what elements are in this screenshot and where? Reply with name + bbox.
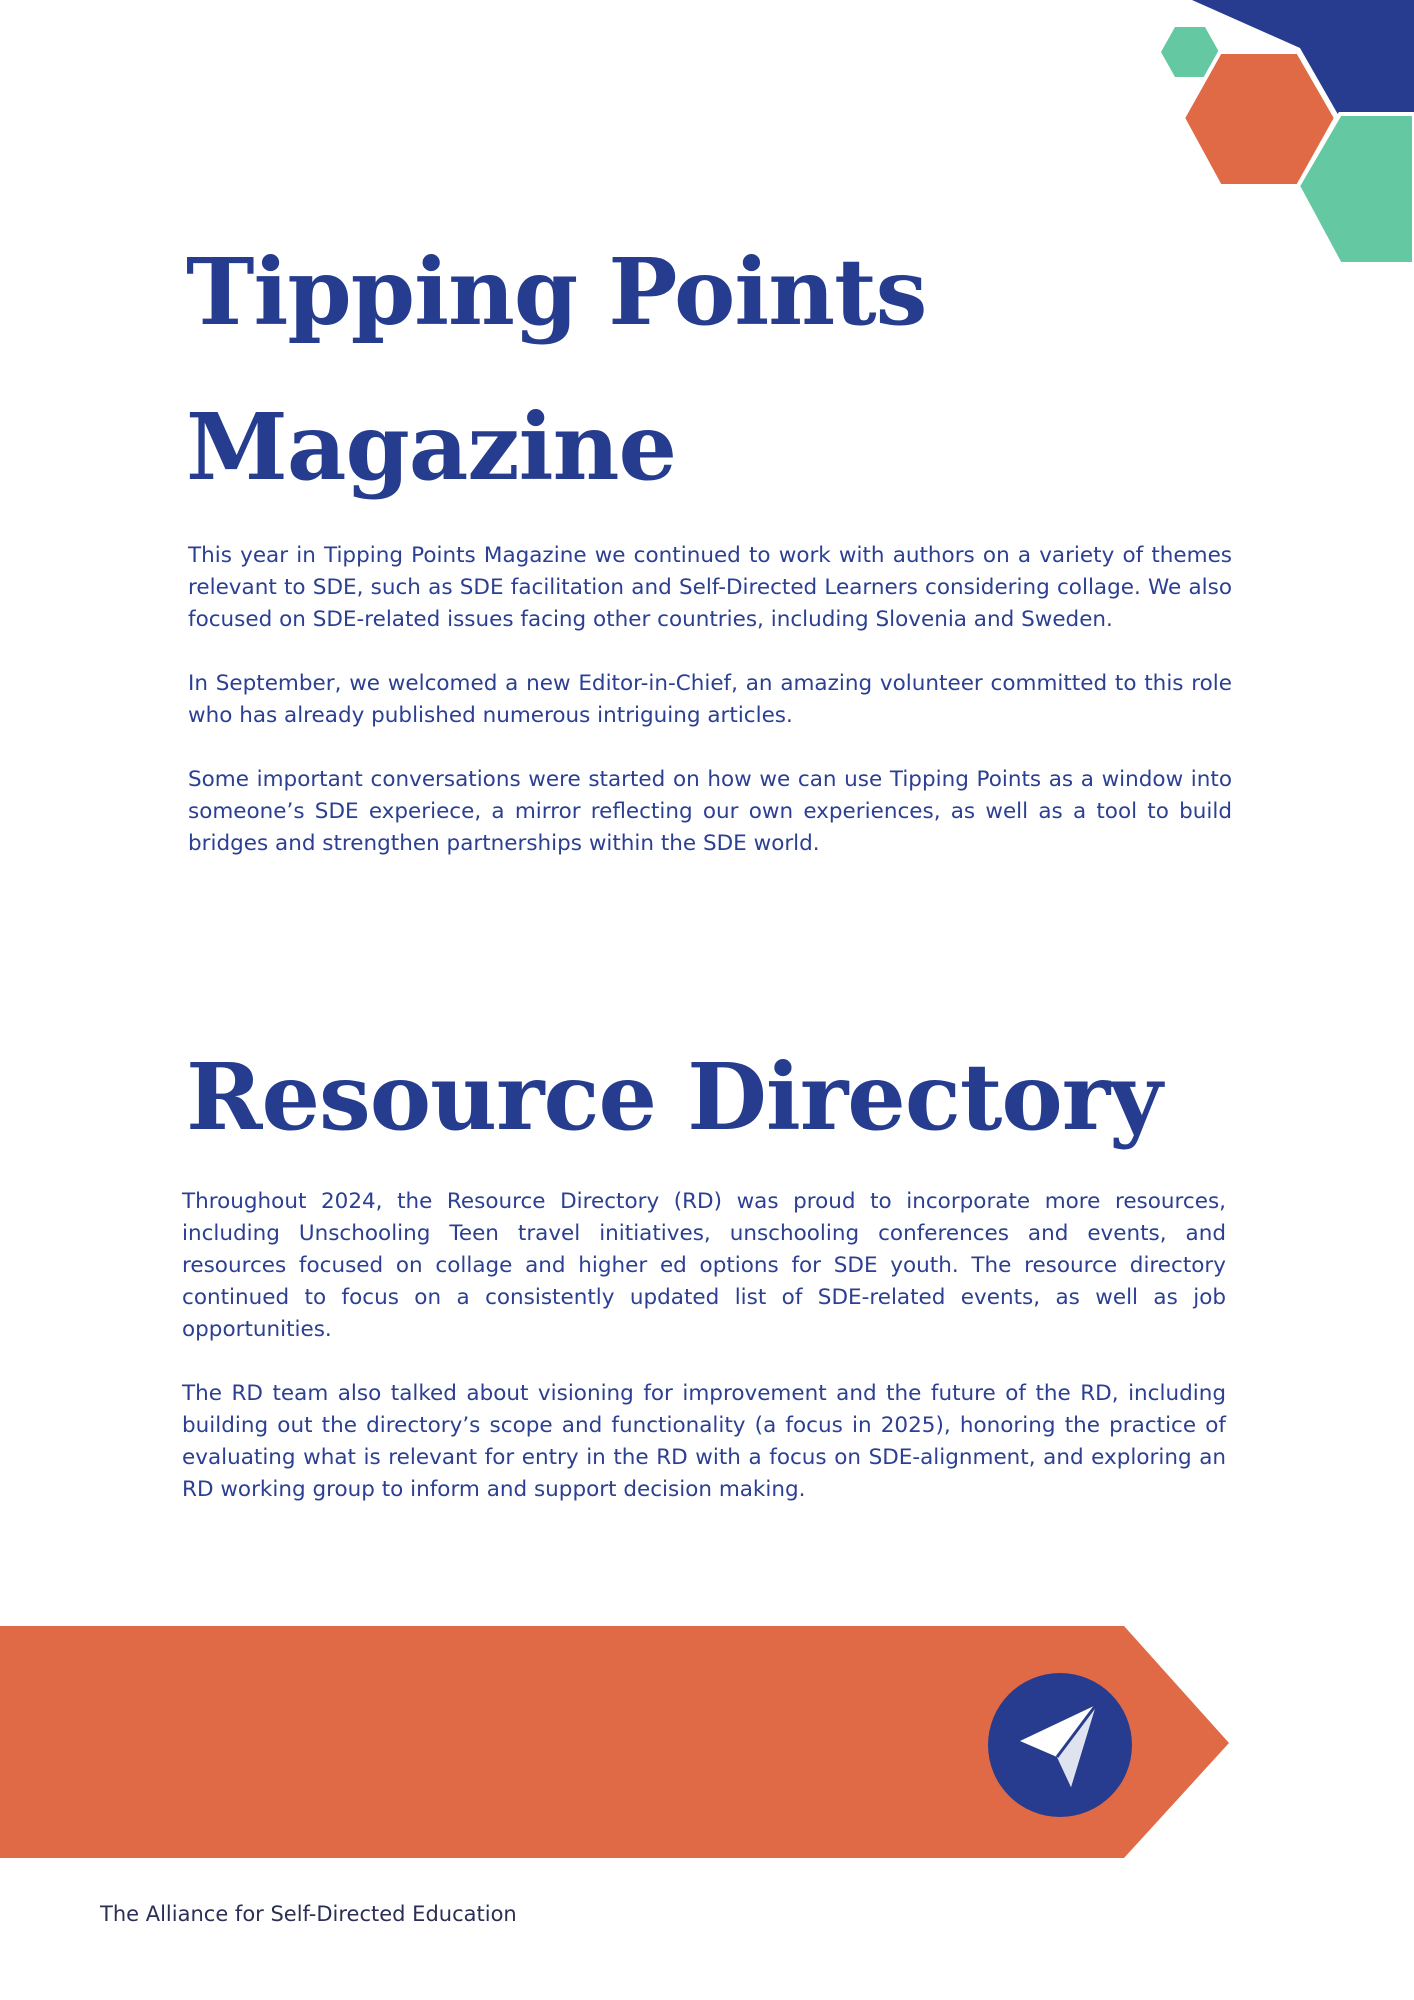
tipping-points-body	[188, 540, 1232, 892]
tipping-points-heading: Tipping Points Magazine	[186, 238, 927, 501]
paragraph: The RD team also talked about visioning for improvement and the future of the RD, including building out the directory’s scope and functionality (a focus in 2025), honoring the practice of evaluating what is relevant for entry in the RD with a focus on SDE-alignment, and exploring an RD working group to inform and support decision making.	[182, 1381, 1226, 1502]
navy-corner-shape	[1192, 0, 1414, 118]
orange-arrow-banner	[0, 1626, 1229, 1858]
paragraph: Some important conversations were started on how we can use Tipping Points as a window into someone’s SDE experiece, a mirror reflecting our own experiences, as well as a tool to build bridges and strengthen partnerships within the SDE world.	[188, 767, 1232, 856]
orange-hexagon	[1183, 52, 1336, 186]
resource-directory-body	[182, 1186, 1226, 1538]
paragraph: Throughout 2024, the Resource Directory (RD) was proud to incorporate more resources, including Unschooling Teen travel initiatives, unschooling conferences and events, and resources focused on collage and higher ed options for SDE youth. The resource directory continued to focus on a consistently updated list of SDE-related events, as well as job opportunities.	[182, 1189, 1226, 1342]
paper-plane-icon	[1020, 1705, 1096, 1787]
mint-hexagon	[1298, 114, 1414, 264]
resource-directory-heading: Resource Directory	[186, 1043, 1162, 1151]
paragraph: In September, we welcomed a new Editor-in-Chief, an amazing volunteer committed to this role who has already published numerous intriguing articles.	[188, 671, 1232, 728]
footer-organization-name: The Alliance for Self-Directed Education	[100, 1902, 517, 1926]
paragraph: This year in Tipping Points Magazine we continued to work with authors on a variety of themes relevant to SDE, such as SDE facilitation and Self-Directed Learners considering collage. We also focused on SDE-related issues facing other countries, including Slovenia and Sweden.	[188, 543, 1232, 632]
banner-circle	[988, 1673, 1132, 1817]
small-mint-hexagon	[1161, 27, 1219, 77]
